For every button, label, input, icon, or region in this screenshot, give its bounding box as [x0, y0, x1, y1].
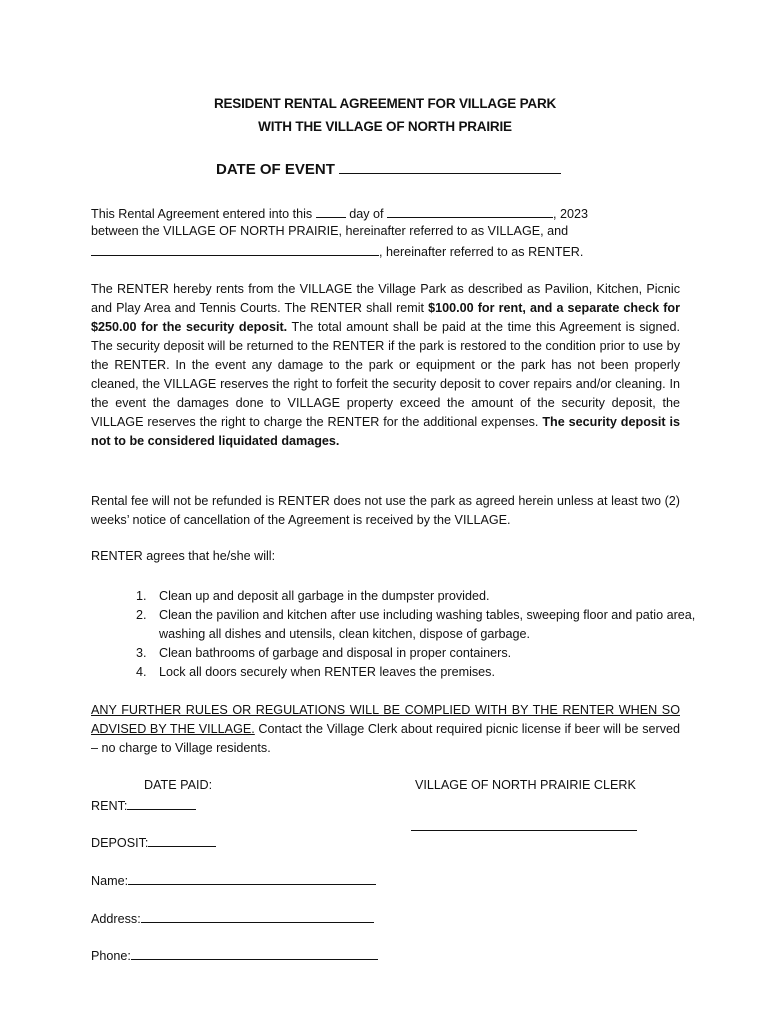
list-item [136, 644, 704, 663]
name-field [91, 872, 376, 888]
intro-text-1: This Rental Agreement entered into this [91, 207, 313, 221]
list-item-number: 2. [136, 608, 147, 622]
phone-blank[interactable] [131, 947, 378, 960]
deposit-blank[interactable] [148, 834, 216, 847]
refund-paragraph: Rental fee will not be refunded is RENTER does not use the park as agreed herein unless at least two (2) weeks’ notice of cancellation of the Agreement is received by the VILLAGE. [91, 494, 680, 527]
renter-name-blank[interactable] [91, 243, 379, 256]
month-blank[interactable] [387, 205, 553, 218]
rental-terms-paragraph [91, 280, 680, 451]
further-rules-underlined: ANY FURTHER RULES OR REGULATIONS WILL BE COMPLIED WITH BY THE RENTER WHEN SO ADVISED BY THE VILLAGE. [91, 703, 680, 736]
intro-line3 [91, 243, 583, 259]
list-item-number: 3. [136, 646, 147, 660]
deposit-label: DEPOSIT: [91, 836, 149, 850]
terms-text-1: The RENTER hereby rents from the VILLAGE the Village Park as described as Pavilion, Kitchen, Picnic and Play Area and Tennis Courts. The RENTER shall remit [91, 282, 680, 315]
date-of-event [216, 161, 561, 178]
address-label: Address: [91, 912, 141, 926]
list-item-text: Clean bathrooms of garbage and disposal in proper containers. [159, 646, 512, 660]
rent-label: RENT: [91, 799, 128, 813]
phone-field [91, 947, 378, 963]
phone-label: Phone: [91, 949, 131, 963]
date-paid-label: DATE PAID: [144, 778, 213, 792]
list-item [136, 587, 704, 606]
renter-agrees-line: RENTER agrees that he/she will: [91, 549, 276, 563]
document-title-line2: WITH THE VILLAGE OF NORTH PRAIRIE [258, 119, 512, 134]
name-label: Name: [91, 874, 129, 888]
deposit-field [91, 834, 216, 850]
further-rules-text: Contact the Village Clerk about required picnic license if beer will be served – no charge to Village residents. [91, 722, 681, 755]
further-rules-paragraph [91, 701, 680, 758]
renter-rules-list [136, 587, 704, 682]
address-blank[interactable] [141, 910, 374, 923]
name-blank[interactable] [128, 872, 376, 885]
list-item-number: 4. [136, 665, 147, 679]
intro-text-3: , hereinafter referred to as RENTER. [379, 245, 584, 259]
terms-text-2: The total amount shall be paid at the time this Agreement is signed. The security deposit will be returned to the RENTER if the park is restored to the condition prior to use by the RENTER. In the event any damage to the park or equipment or the park has not been properly cleaned, the VILLAGE reserves the right to forfeit the security deposit to cover repairs and/or cleaning. In the event the damages done to VILLAGE property exceed the amount of the security deposit, the VILLAGE reserves the right to charge the RENTER for the additional expenses. [91, 320, 680, 429]
document-title-line1: RESIDENT RENTAL AGREEMENT FOR VILLAGE PARK [213, 96, 557, 111]
list-item-text: Clean the pavilion and kitchen after use including washing tables, sweeping floor and patio area, washing all dishes and utensils, clean kitchen, dispose of garbage. [159, 608, 696, 641]
village-clerk-label: VILLAGE OF NORTH PRAIRIE CLERK [415, 778, 636, 792]
list-item-text: Lock all doors securely when RENTER leaves the premises. [159, 665, 495, 679]
clerk-signature-line[interactable] [411, 829, 637, 831]
list-item [136, 606, 704, 644]
list-item-number: 1. [136, 589, 147, 603]
date-of-event-blank[interactable] [339, 161, 561, 174]
terms-bold-2: The security deposit is not to be considered liquidated damages. [91, 415, 680, 448]
intro-text-2: day of [349, 207, 384, 221]
list-item-text: Clean up and deposit all garbage in the dumpster provided. [159, 589, 490, 603]
day-blank[interactable] [316, 205, 346, 218]
address-field [91, 910, 374, 926]
date-of-event-label: DATE OF EVENT [216, 161, 335, 178]
rent-field [91, 797, 196, 813]
list-item [136, 663, 704, 682]
intro-line1 [91, 205, 588, 221]
terms-bold-1: $100.00 for rent, and a separate check for $250.00 for the security deposit. [91, 301, 680, 334]
intro-year: , 2023 [553, 207, 589, 221]
intro-line2: between the VILLAGE OF NORTH PRAIRIE, hereinafter referred to as VILLAGE, and [91, 224, 569, 238]
rent-blank[interactable] [127, 797, 196, 810]
